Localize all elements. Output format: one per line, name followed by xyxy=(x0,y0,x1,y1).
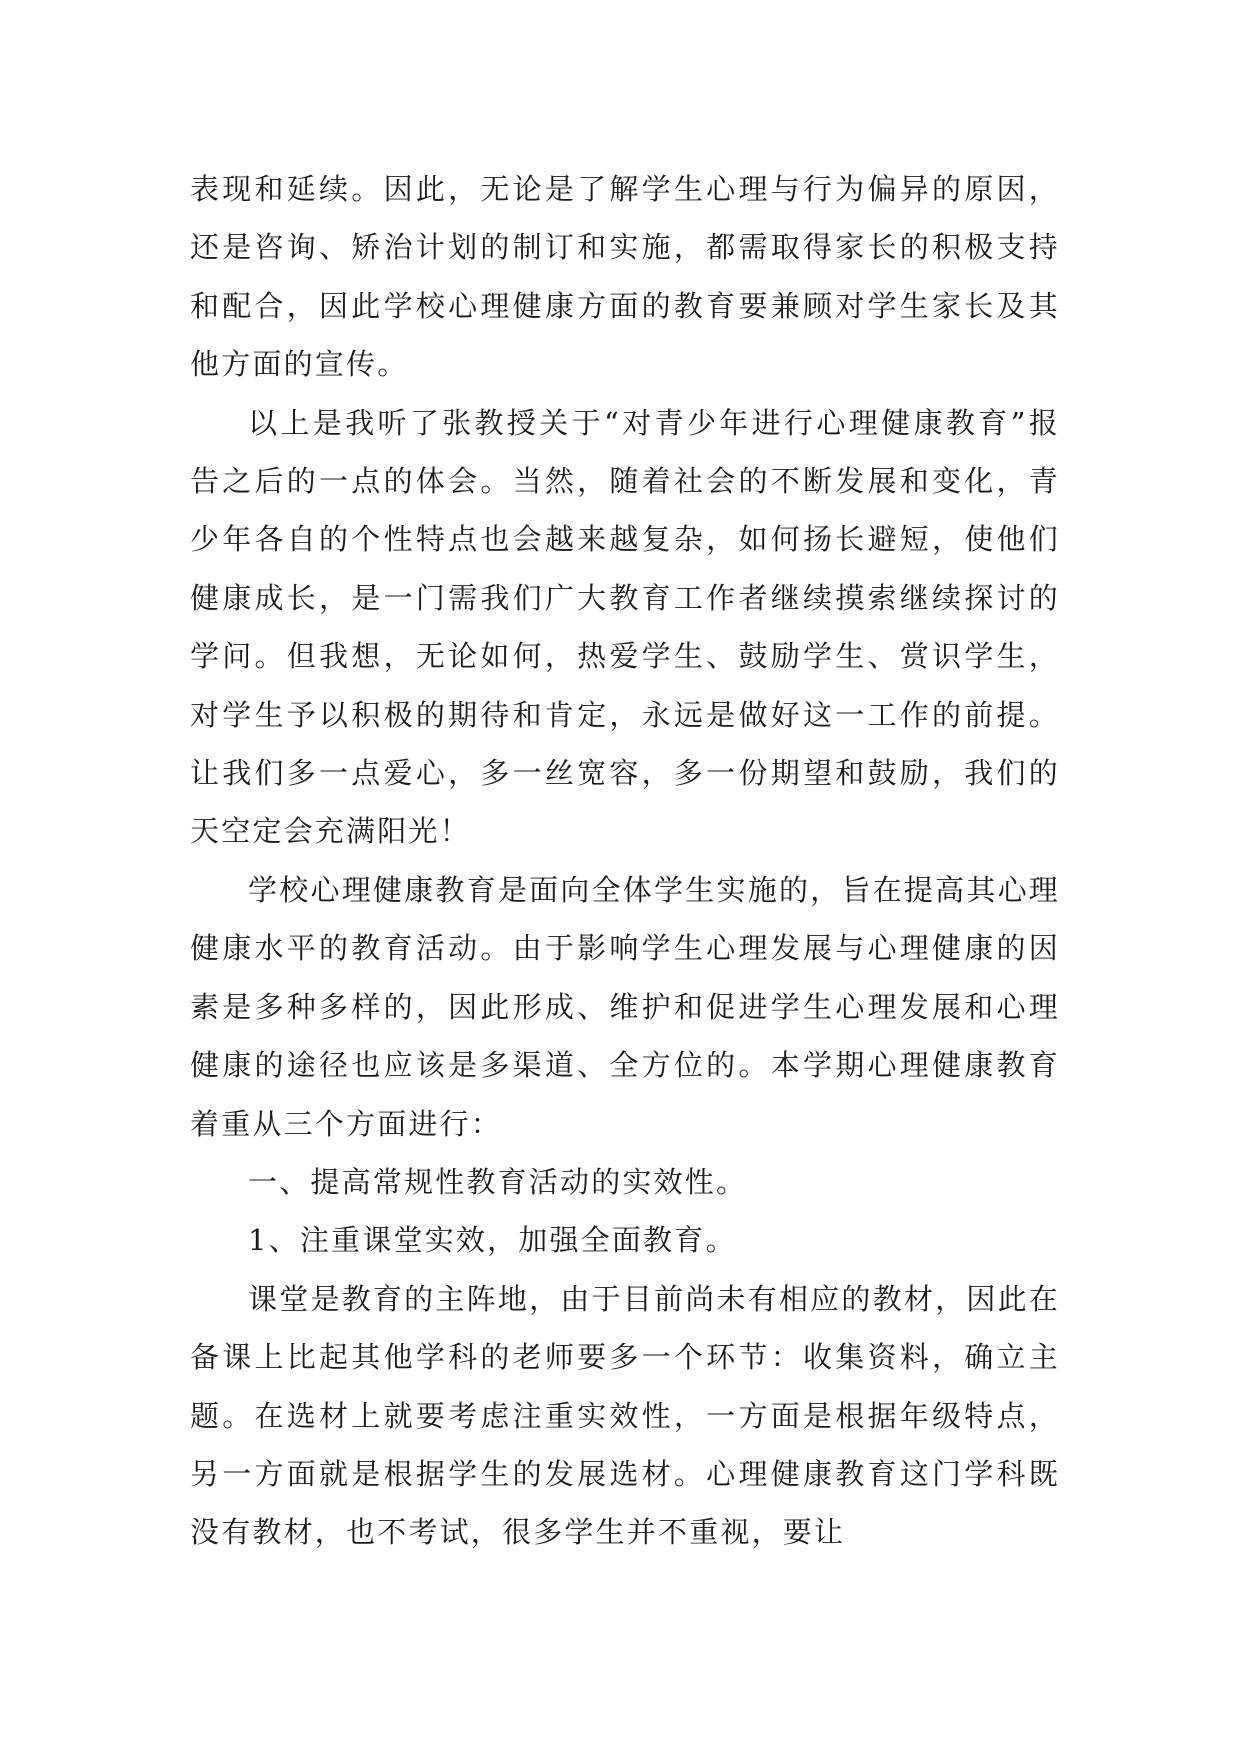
paragraph-3: 学校心理健康教育是面向全体学生实施的，旨在提高其心理健康水平的教育活动。由于影响学生心理发展与心理健康的因素是多种多样的，因此形成、维护和促进学生心理发展和心理健康的途径也应该是多渠道、全方位的。本学期心理健康教育着重从三个方面进行： xyxy=(190,872,1060,1141)
paragraph-1: 表现和延续。因此，无论是了解学生心理与行为偏异的原因，还是咨询、矫治计划的制订和实施，都需取得家长的积极支持和配合，因此学校心理健康方面的教育要兼顾对学生家长及其他方面的宣传。 xyxy=(190,172,1060,382)
section-heading-1: 一、提高常规性教育活动的实效性。 xyxy=(248,1164,748,1199)
paragraph-4: 课堂是教育的主阵地，由于目前尚未有相应的教材，因此在备课上比起其他学科的老师要多一个环节：收集资料，确立主题。在选材上就要考虑注重实效性，一方面是根据年级特点，另一方面就是根据学生的发展选材。心理健康教育这门学科既没有教材，也不考试，很多学生并不重视，要让 xyxy=(190,1281,1060,1550)
paragraph-2: 以上是我听了张教授关于“对青少年进行心理健康教育”报告之后的一点的体会。当然，随着社会的不断发展和变化，青少年各自的个性特点也会越来越复杂，如何扬长避短，使他们健康成长，是一门需我们广大教育工作者继续摸索继续探讨的学问。但我想，无论如何，热爱学生、鼓励学生、赏识学生，对学生予以积极的期待和肯定，永远是做好这一工作的前提。让我们多一点爱心，多一丝宽容，多一份期望和鼓励，我们的天空定会充满阳光！ xyxy=(190,405,1060,849)
document-body xyxy=(190,160,1060,1562)
subsection-heading-1: 1、注重课堂实效，加强全面教育。 xyxy=(248,1223,737,1258)
